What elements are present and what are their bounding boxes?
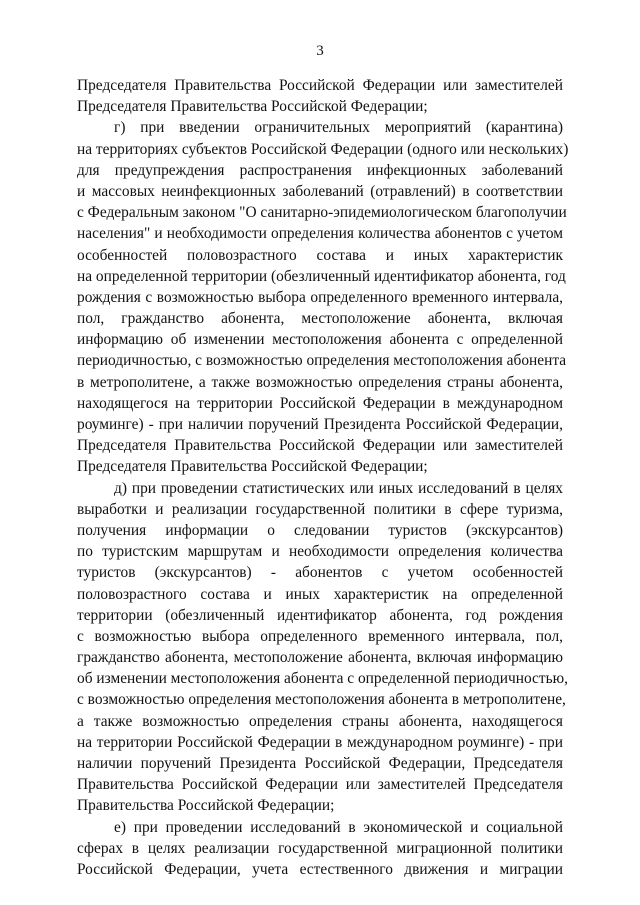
- text-line: с Федеральным законом "О санитарно-эпидемиологическом благополучии: [77, 204, 567, 222]
- text-line: наличии поручений Президента Российской Федерации, Председателя: [77, 755, 563, 772]
- text-line: в метрополитене, а также возможностью определения страны абонента,: [77, 373, 563, 391]
- text-line: роуминге) - при наличии поручений Президента Российской Федерации,: [77, 416, 563, 433]
- text-line: населения" и необходимости определения количества абонентов с учетом: [77, 225, 563, 243]
- text-line: г) при введении ограничительных мероприятий (карантина): [114, 119, 563, 137]
- text-line: находящегося на территории Российской Федерации в международном: [77, 394, 563, 412]
- text-line: рождения с возможностью выбора определенного временного интервала,: [77, 288, 563, 306]
- text-line: на определенной территории (обезличенный идентификатор абонента, год: [77, 267, 566, 285]
- text-line: Правительства Российской Федерации;: [77, 797, 335, 815]
- text-line: Председателя Правительства Российской Федерации;: [77, 458, 428, 476]
- text-line: д) при проведении статистических или иных исследований в целях: [114, 479, 563, 497]
- text-line: гражданство абонента, местоположение абонента, включая информацию: [77, 649, 563, 667]
- text-line: особенностей половозрастного состава и иных характеристик: [77, 246, 563, 264]
- text-line: информацию об изменении местоположения абонента с определенной: [77, 331, 563, 349]
- text-line: Российской Федерации, учета естественного движения и миграции: [77, 860, 563, 878]
- text-line: с возможностью выбора определенного временного интервала, пол,: [77, 627, 563, 645]
- text-line: с возможностью определения местоположения абонента в метрополитене,: [77, 691, 566, 709]
- text-line: периодичностью, с возможностью определения местоположения абонента: [77, 352, 567, 370]
- text-line: по туристским маршрутам и необходимости определения количества: [77, 543, 563, 561]
- document-body-text: [77, 75, 569, 880]
- text-line: Председателя Правительства Российской Федерации или заместителей: [77, 437, 563, 455]
- text-line: выработки и реализации государственной политики в сфере туризма,: [77, 500, 563, 518]
- text-line: на территории Российской Федерации в международном роуминге) - при: [77, 733, 563, 751]
- text-line: Правительства Российской Федерации или заместителей Председателя: [77, 776, 563, 794]
- text-line: сферах в целях реализации государственной миграционной политики: [77, 839, 563, 857]
- text-line: для предупреждения распространения инфекционных заболеваний: [77, 161, 563, 179]
- text-line: пол, гражданство абонента, местоположение абонента, включая: [77, 310, 563, 328]
- text-line: Председателя Правительства Российской Федерации;: [77, 98, 428, 116]
- text-line: а также возможностью определения страны абонента, находящегося: [77, 712, 563, 730]
- text-line: туристов (экскурсантов) - абонентов с учетом особенностей: [77, 564, 563, 582]
- text-line: Председателя Правительства Российской Федерации или заместителей: [77, 77, 563, 94]
- text-line: на территориях субъектов Российской Федерации (одного или нескольких): [77, 140, 569, 158]
- text-line: территории (обезличенный идентификатор абонента, год рождения: [77, 606, 563, 624]
- text-line: половозрастного состава и иных характеристик на определенной: [77, 585, 563, 603]
- text-line: и массовых неинфекционных заболеваний (отравлений) в соответствии: [77, 182, 563, 200]
- text-line: е) при проведении исследований в экономической и социальной: [114, 818, 563, 836]
- text-line: получения информации о следовании туристов (экскурсантов): [77, 521, 563, 539]
- page-number: 3: [316, 43, 324, 59]
- text-line: об изменении местоположения абонента с определенной периодичностью,: [77, 670, 568, 688]
